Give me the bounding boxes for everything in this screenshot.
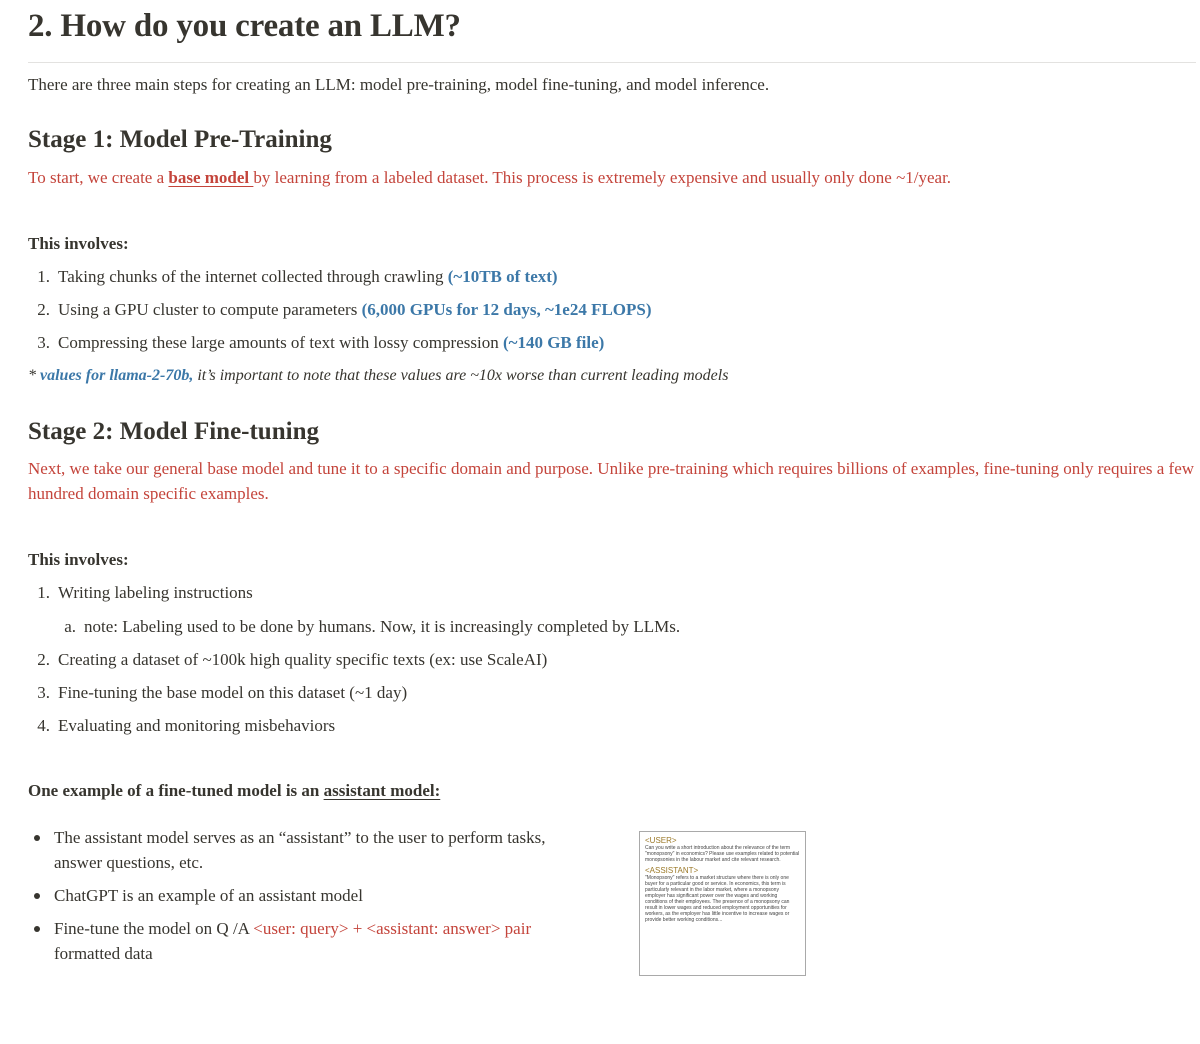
list-letter: a.: [64, 617, 76, 636]
list-number: 3.: [37, 333, 50, 352]
list-number: 2.: [37, 650, 50, 669]
bullet-text-line2: answer questions, etc.: [54, 853, 204, 872]
list-item-text: Evaluating and monitoring misbehaviors: [58, 716, 336, 735]
list-number: 1.: [37, 267, 50, 286]
bullet-icon: [34, 893, 40, 899]
list-number: 2.: [37, 300, 50, 319]
page-title: 2. How do you create an LLM?: [28, 8, 461, 44]
item-text: Taking chunks of the internet collected through crawling: [58, 267, 448, 286]
bullet-icon: [34, 926, 40, 932]
example-lead: [28, 778, 440, 804]
bullet-text-line1: ChatGPT is an example of an assistant model: [54, 886, 363, 905]
list-number: 4.: [37, 716, 50, 735]
list-item-text: Fine-tuning the base model on this dataset (~1 day): [58, 683, 408, 702]
list-item-text: Creating a dataset of ~100k high quality specific texts (ex: use ScaleAI): [58, 650, 548, 669]
item-text: Compressing these large amounts of text with lossy compression: [58, 333, 503, 352]
bullet-text-line2: formatted data: [54, 944, 153, 963]
example-lead-text: One example of a fine-tuned model is an: [28, 781, 324, 800]
assistant-model-link[interactable]: assistant model:: [323, 781, 441, 800]
bullet-text-line1: [54, 916, 531, 942]
stage1-desc-pre: To start, we create a: [28, 168, 169, 187]
bullet-icon: [34, 835, 40, 841]
list-number: 1.: [37, 583, 50, 602]
stage1-desc-post: by learning from a labeled dataset. This process is extremely expensive and usually only done ~1/year.: [253, 168, 952, 187]
list-number: 3.: [37, 683, 50, 702]
footnote-star: *: [28, 367, 40, 384]
user-text: Can you write a short introduction about the relevance of the term "monopsony" in economics? Please use examples related to potential monopsonies in the labour market and cite relevant research.: [645, 845, 800, 863]
stage1-description: [28, 165, 951, 191]
stage1-footnote: [28, 363, 728, 389]
assistant-example-image: [639, 831, 806, 976]
footnote-highlight: values for llama-2-70b,: [40, 367, 194, 384]
bullet-red-text: <user: query> + <assistant: answer> pair: [253, 919, 532, 938]
list-item-text: Writing labeling instructions: [58, 583, 253, 602]
stage1-heading: Stage 1: Model Pre-Training: [28, 126, 332, 153]
footnote-text: it’s important to note that these values are ~10x worse than current leading models: [193, 367, 729, 384]
bullet-text-line1: The assistant model serves as an “assistant” to the user to perform tasks,: [54, 828, 546, 847]
stage2-involves-label: This involves:: [28, 550, 129, 569]
stage1-involves-label: This involves:: [28, 234, 129, 253]
list-item-text: [58, 330, 604, 356]
list-item-text: [58, 297, 652, 323]
title-divider: [28, 62, 1196, 63]
bullet-text: Fine-tune the model on Q /A: [54, 919, 254, 938]
list-item-text: note: Labeling used to be done by humans. Now, it is increasingly completed by LLMs.: [84, 617, 681, 636]
user-tag: <USER>: [645, 836, 677, 845]
assistant-text: "Monopsony" refers to a market structure where there is only one buyer for a particular good or service. In economics, this term is particularly relevant in the labor market, where a monopsony employer has significant power over the wages and working conditions of their employees. The presence of a monopsony can result in lower wages and reduced employment opportunities for workers, as the employer has little incentive to increase wages or provide better working conditions...: [645, 875, 790, 923]
intro-paragraph: There are three main steps for creating an LLM: model pre-training, model fine-tuning, and model inference.: [28, 75, 770, 94]
stage2-description-line2: hundred domain specific examples.: [28, 484, 269, 503]
stage2-heading: Stage 2: Model Fine-tuning: [28, 418, 319, 445]
list-item-text: [58, 264, 558, 290]
item-text: Using a GPU cluster to compute parameters: [58, 300, 362, 319]
item-highlight: (~10TB of text): [447, 267, 558, 286]
item-highlight: (6,000 GPUs for 12 days, ~1e24 FLOPS): [361, 300, 652, 319]
item-highlight: (~140 GB file): [502, 333, 605, 352]
assistant-tag: <ASSISTANT>: [645, 866, 699, 875]
base-model-link[interactable]: base model: [168, 168, 254, 187]
stage2-description-line1: Next, we take our general base model and tune it to a specific domain and purpose. Unlike pre-training which requires billions of examples, fine-tuning only requires a few: [28, 459, 1195, 478]
